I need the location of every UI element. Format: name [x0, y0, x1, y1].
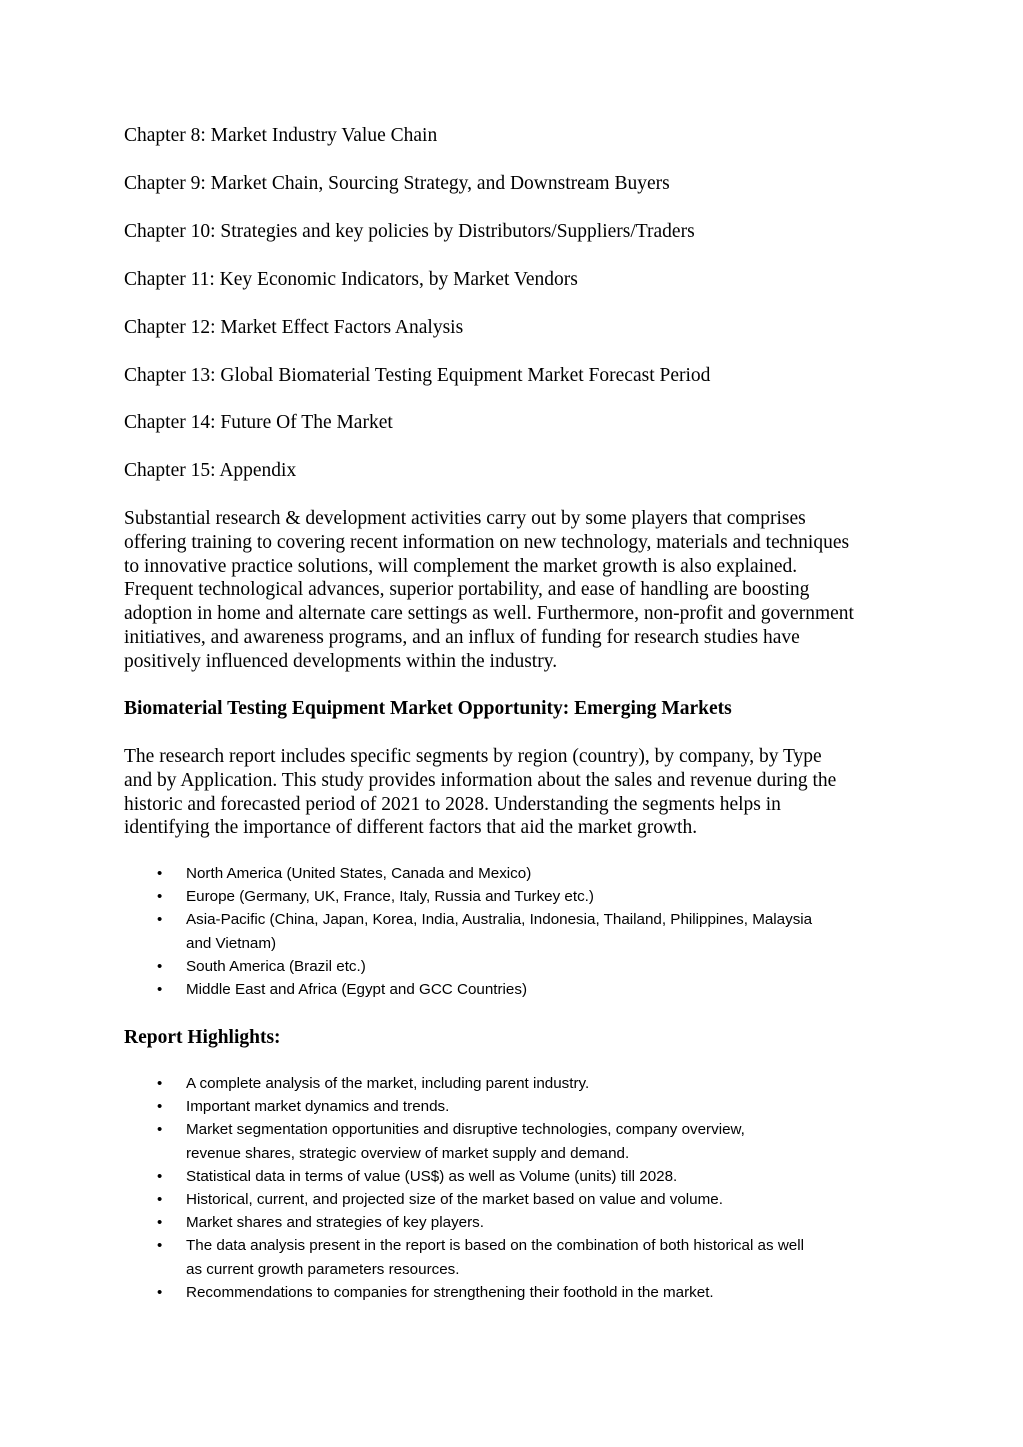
bullet-icon: • [157, 1075, 163, 1092]
paragraph-line: to innovative practice solutions, will complement the market growth is also explained. [124, 555, 798, 577]
bullet-icon: • [157, 957, 163, 975]
highlight-list-item [0, 1281, 906, 1304]
bullet-icon: • [157, 865, 163, 882]
list-item-text [186, 1211, 906, 1234]
list-item-text [186, 1188, 906, 1211]
list-item-line: The data analysis present in the report is based on the combination of both historical as well [186, 1237, 804, 1255]
bullet-icon: • [157, 1283, 163, 1301]
region-list-item [0, 885, 906, 908]
list-item-text [186, 1095, 906, 1118]
highlight-list-item [0, 1118, 906, 1164]
list-item-line: Recommendations to companies for strengthening their foothold in the market. [186, 1283, 714, 1301]
region-list-item [0, 862, 906, 885]
chapter-9-line: Chapter 9: Market Chain, Sourcing Strategy, and Downstream Buyers [124, 173, 670, 194]
list-item-text [186, 1234, 906, 1280]
chapter-12-line: Chapter 12: Market Effect Factors Analysis [124, 317, 464, 338]
highlight-list-item [0, 1165, 906, 1188]
report-highlights-heading: Report Highlights: [124, 1027, 281, 1048]
segments-paragraph [124, 745, 924, 840]
paragraph-line: Substantial research & development activities carry out by some players that comprises [124, 508, 806, 529]
paragraph-line: historic and forecasted period of 2021 to 2028. Understanding the segments helps in [124, 793, 781, 815]
list-item-line: Europe (Germany, UK, France, Italy, Russia and Turkey etc.) [186, 888, 594, 906]
paragraph-line: positively influenced developments within the industry. [124, 650, 558, 672]
paragraph-line: The research report includes specific segments by region (country), by company, by Type [124, 746, 822, 767]
list-item-text [186, 862, 906, 885]
chapter-14-line: Chapter 14: Future Of The Market [124, 412, 393, 433]
list-item-text [186, 1118, 906, 1164]
list-item-text [186, 908, 906, 954]
list-item-text [186, 1072, 906, 1095]
intro-paragraph [124, 507, 924, 674]
list-item-line: A complete analysis of the market, including parent industry. [186, 1075, 590, 1092]
region-list-item [0, 908, 906, 954]
list-item-text [186, 1281, 906, 1304]
list-item-text [186, 955, 906, 978]
paragraph-line: adoption in home and alternate care settings as well. Furthermore, non-profit and government [124, 603, 854, 625]
highlight-list-item [0, 1234, 906, 1280]
bullet-icon: • [157, 1191, 163, 1209]
bullet-icon: • [157, 1098, 163, 1116]
list-item-line: as current growth parameters resources. [186, 1260, 460, 1278]
list-item-line: Asia-Pacific (China, Japan, Korea, India, Australia, Indonesia, Thailand, Philippines, Malaysia [186, 911, 813, 929]
list-item-line: Market segmentation opportunities and disruptive technologies, company overview, [186, 1121, 745, 1139]
chapter-8-line: Chapter 8: Market Industry Value Chain [124, 125, 438, 146]
regions-list [0, 862, 906, 1001]
list-item-line: Statistical data in terms of value (US$) as well as Volume (units) till 2028. [186, 1167, 678, 1185]
paragraph-line: and by Application. This study provides information about the sales and revenue during the [124, 769, 837, 791]
list-item-text [186, 978, 906, 1001]
chapter-15-line: Chapter 15: Appendix [124, 460, 297, 481]
list-item-text [186, 885, 906, 908]
region-list-item [0, 955, 906, 978]
list-item-line: and Vietnam) [186, 934, 277, 952]
list-item-line: Historical, current, and projected size of the market based on value and volume. [186, 1191, 723, 1209]
opportunity-heading: Biomaterial Testing Equipment Market Opportunity: Emerging Markets [124, 698, 732, 719]
bullet-icon: • [157, 1214, 163, 1232]
list-item-line: Important market dynamics and trends. [186, 1098, 450, 1116]
chapter-11-line: Chapter 11: Key Economic Indicators, by Market Vendors [124, 269, 578, 290]
bullet-icon: • [157, 911, 163, 929]
paragraph-line: Frequent technological advances, superior portability, and ease of handling are boosting [124, 579, 810, 601]
paragraph-line: identifying the importance of different factors that aid the market growth. [124, 817, 698, 839]
highlights-list [0, 1072, 906, 1304]
chapter-13-line: Chapter 13: Global Biomaterial Testing Equipment Market Forecast Period [124, 365, 711, 386]
highlight-list-item [0, 1095, 906, 1118]
list-item-line: North America (United States, Canada and Mexico) [186, 865, 532, 882]
bullet-icon: • [157, 888, 163, 906]
bullet-icon: • [157, 1237, 163, 1255]
list-item-line: Market shares and strategies of key players. [186, 1214, 484, 1232]
highlight-list-item [0, 1072, 906, 1095]
list-item-line: South America (Brazil etc.) [186, 957, 366, 975]
highlight-list-item [0, 1211, 906, 1234]
bullet-icon: • [157, 1167, 163, 1185]
paragraph-line: offering training to covering recent information on new technology, materials and techniques [124, 531, 850, 553]
bullet-icon: • [157, 981, 163, 999]
list-item-text [186, 1165, 906, 1188]
region-list-item [0, 978, 906, 1001]
list-item-line: Middle East and Africa (Egypt and GCC Countries) [186, 981, 528, 999]
highlight-list-item [0, 1188, 906, 1211]
bullet-icon: • [157, 1121, 163, 1139]
list-item-line: revenue shares, strategic overview of market supply and demand. [186, 1144, 630, 1162]
paragraph-line: initiatives, and awareness programs, and an influx of funding for research studies have [124, 626, 800, 648]
chapter-10-line: Chapter 10: Strategies and key policies by Distributors/Suppliers/Traders [124, 221, 695, 242]
